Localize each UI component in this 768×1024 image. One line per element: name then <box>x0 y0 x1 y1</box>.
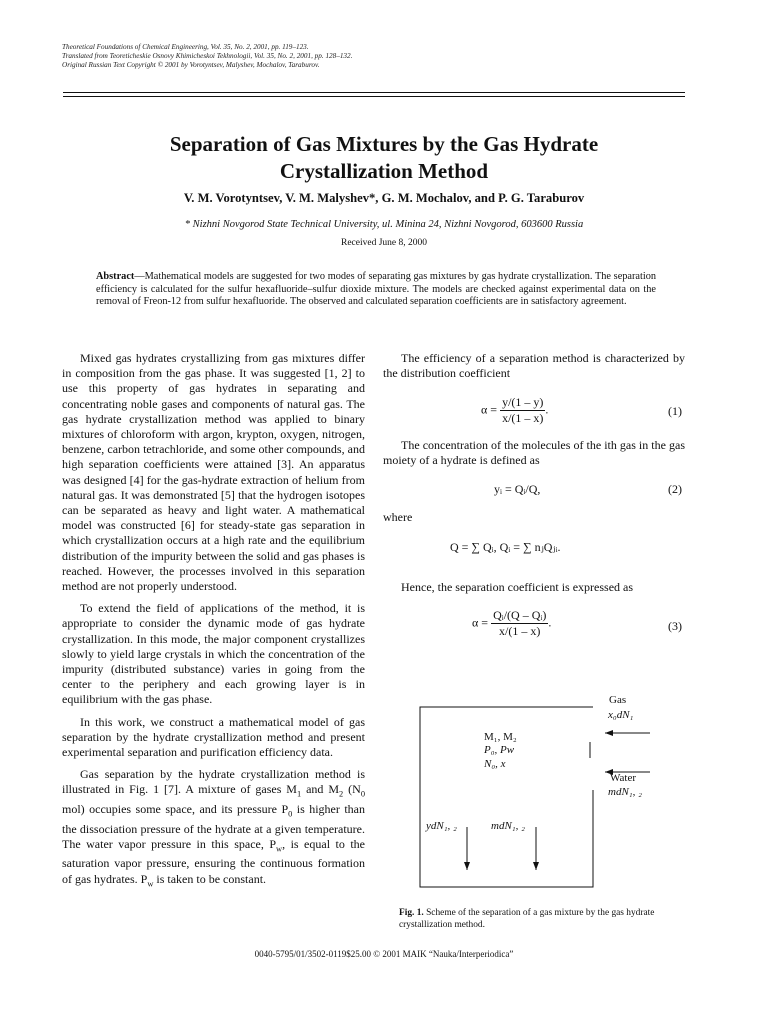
water-out-flow-label: mdN₁, ₂ <box>491 820 525 832</box>
hydrate-flow-label: ydN₁, ₂ <box>426 820 457 832</box>
equation-number: (3) <box>668 619 682 633</box>
equation-number: (1) <box>668 404 682 418</box>
fraction: $\frac{\text{Qᵢ/(Q – Qᵢ)}}{x/(1 - x)}$ <box>493 608 547 638</box>
paragraph: The efficiency of a separation method is characterized by the distribution coefficient <box>383 351 685 381</box>
hydrate-arrowhead <box>464 862 470 870</box>
mixture-label: M₁, M₂ <box>484 731 517 743</box>
right-column-text-2 <box>383 438 685 475</box>
gas-label: Gas <box>609 694 627 706</box>
affiliation: * Nizhni Novgorod State Technical University, ul. Minina 24, Nizhni Novgorod, 603600 Russia <box>184 219 584 230</box>
left-column <box>62 351 365 898</box>
equation-number: (2) <box>668 482 682 496</box>
pressure-label: P₀, Pw <box>484 744 515 756</box>
moles-label: N₀, x <box>484 758 506 770</box>
header-line-1: Theoretical Foundations of Chemical Engineering, Vol. 35, No. 2, 2001, pp. 119–123. <box>62 43 309 51</box>
right-column-text-3 <box>383 580 685 602</box>
gas-arrowhead <box>605 730 613 736</box>
caption-label: Fig. 1. <box>399 908 424 918</box>
paragraph: The concentration of the molecules of the ith gas in the gas moiety of a hydrate is defined as <box>383 438 685 468</box>
equation-1: α = $\frac{y/(1 - y)}{x/(1 - x)}$ . <box>481 395 549 425</box>
paragraph: In this work, we construct a mathematical model of gas separation by the hydrate crystallization method and present experimental separation and purification efficiency data. <box>62 714 365 760</box>
figure-1-diagram <box>383 690 685 900</box>
caption-text: Scheme of the separation of a gas mixture by the gas hydrate crystallization method. <box>399 908 655 930</box>
right-column <box>383 351 685 388</box>
abstract <box>96 271 656 309</box>
abstract-label: Abstract <box>96 271 135 282</box>
page-footer: 0040-5795/01/3502-0119$25.00 © 2001 MAIK “Nauka/Interperiodica” <box>254 949 514 959</box>
header-line-2: Translated from Teoreticheskie Osnovy Khimicheskoi Tekhnologii, Vol. 35, No. 2, 2001, pp. 128–132. <box>62 52 353 60</box>
paragraph: Gas separation by the hydrate crystallization method is illustrated in Fig. 1 [7]. A mixture of gases $M_1$ and $M_2$ ($N_0$ mol) occupies some space, and its pressure $P_0$ is higher than the dissociation pressure of the hydrate at a given temperature. The water vapor pressure in this space, $P_w$, is equal to the saturation vapor pressure, ensuring the continuous formation of gas hydrates. $P_w$ is taken to be constant. <box>62 767 366 889</box>
header-rule-top <box>63 92 685 93</box>
abstract-text: —Mathematical models are suggested for two modes of separating gas mixtures by gas hydrate crystallization. The separation efficiency is calculated for the sulfur hexafluoride–sulfur dioxide mixture. The models are checked against experimental data on the removal of Freon-12 from sulfur hexafluoride. The observed and calculated separation coefficients are in satisfactory agreement. <box>96 271 656 308</box>
journal-header <box>62 43 352 70</box>
header-rule-bottom <box>63 96 685 97</box>
authors: V. M. Vorotyntsev, V. M. Malyshev*, G. M. Mochalov, and P. G. Taraburov <box>183 191 585 205</box>
figure-caption <box>399 908 671 931</box>
right-column-where <box>383 510 686 525</box>
equation-3: α = $\frac{\text{Qᵢ/(Q – Qᵢ)}}{x/(1 - x)}$ . <box>472 608 552 638</box>
paper-title <box>0 131 768 185</box>
fraction: $\frac{y/(1 - y)}{x/(1 - x)}$ <box>502 395 544 425</box>
received-date: Received June 8, 2000 <box>340 238 427 248</box>
header-line-3: Original Russian Text Copyright © 2001 by Vorotyntsev, Malyshev, Mochalov, Taraburov. <box>62 61 320 69</box>
water-flow-label: mdN₁, ₂ <box>608 786 642 798</box>
title-line-2: Crystallization Method <box>279 159 489 183</box>
where-text: where <box>383 510 413 524</box>
paragraph: To extend the field of applications of the method, it is appropriate to consider the dynamic mode of gas hydrate crystallization. In this mode, the major component crystallizes slowly to yield large crystals in which the concentration of the impurity (distributed substance) varies in going from the center to the periphery and each growing layer is in equilibrium with the gas phase. <box>62 601 365 707</box>
equation-2: yᵢ = Qᵢ/Q, <box>494 482 541 496</box>
water-label: Water <box>610 772 636 784</box>
equation-sums: Q = ∑ Qᵢ, Qᵢ = ∑ nⱼQⱼᵢ. <box>450 540 561 554</box>
water-out-arrowhead <box>533 862 539 870</box>
paragraph: Mixed gas hydrates crystallizing from gas mixtures differ in composition from the gas phase. It was suggested [1, 2] to use this property of gas hydrates in separating and concentrating noble gases and components of natural gas. The gas hydrate crystallization method was applied to binary mixtures of chloroform with argon, krypton, oxygen, nitrogen, benzene, carbon tetrachloride, and some other compounds, and high separation coefficients were attained [3]. An apparatus was designed [4] for the gas-hydrate extraction of helium from natural gas. It was demonstrated [5] that the hydrogen isotopes can be separated as heavy and light water. A mathematical model was constructed [6] for steady-state gas separation in which crystallization occurs at a high rate and the equilibrium distribution of the impurity between the solid and gas phases is reached. However, the processes involved in this separation method are not properly understood. <box>62 351 365 594</box>
gas-flow-label: x₀dN₁ <box>608 709 634 721</box>
paragraph: Hence, the separation coefficient is expressed as <box>401 580 634 594</box>
title-line-1: Separation of Gas Mixtures by the Gas Hydrate <box>169 132 599 156</box>
